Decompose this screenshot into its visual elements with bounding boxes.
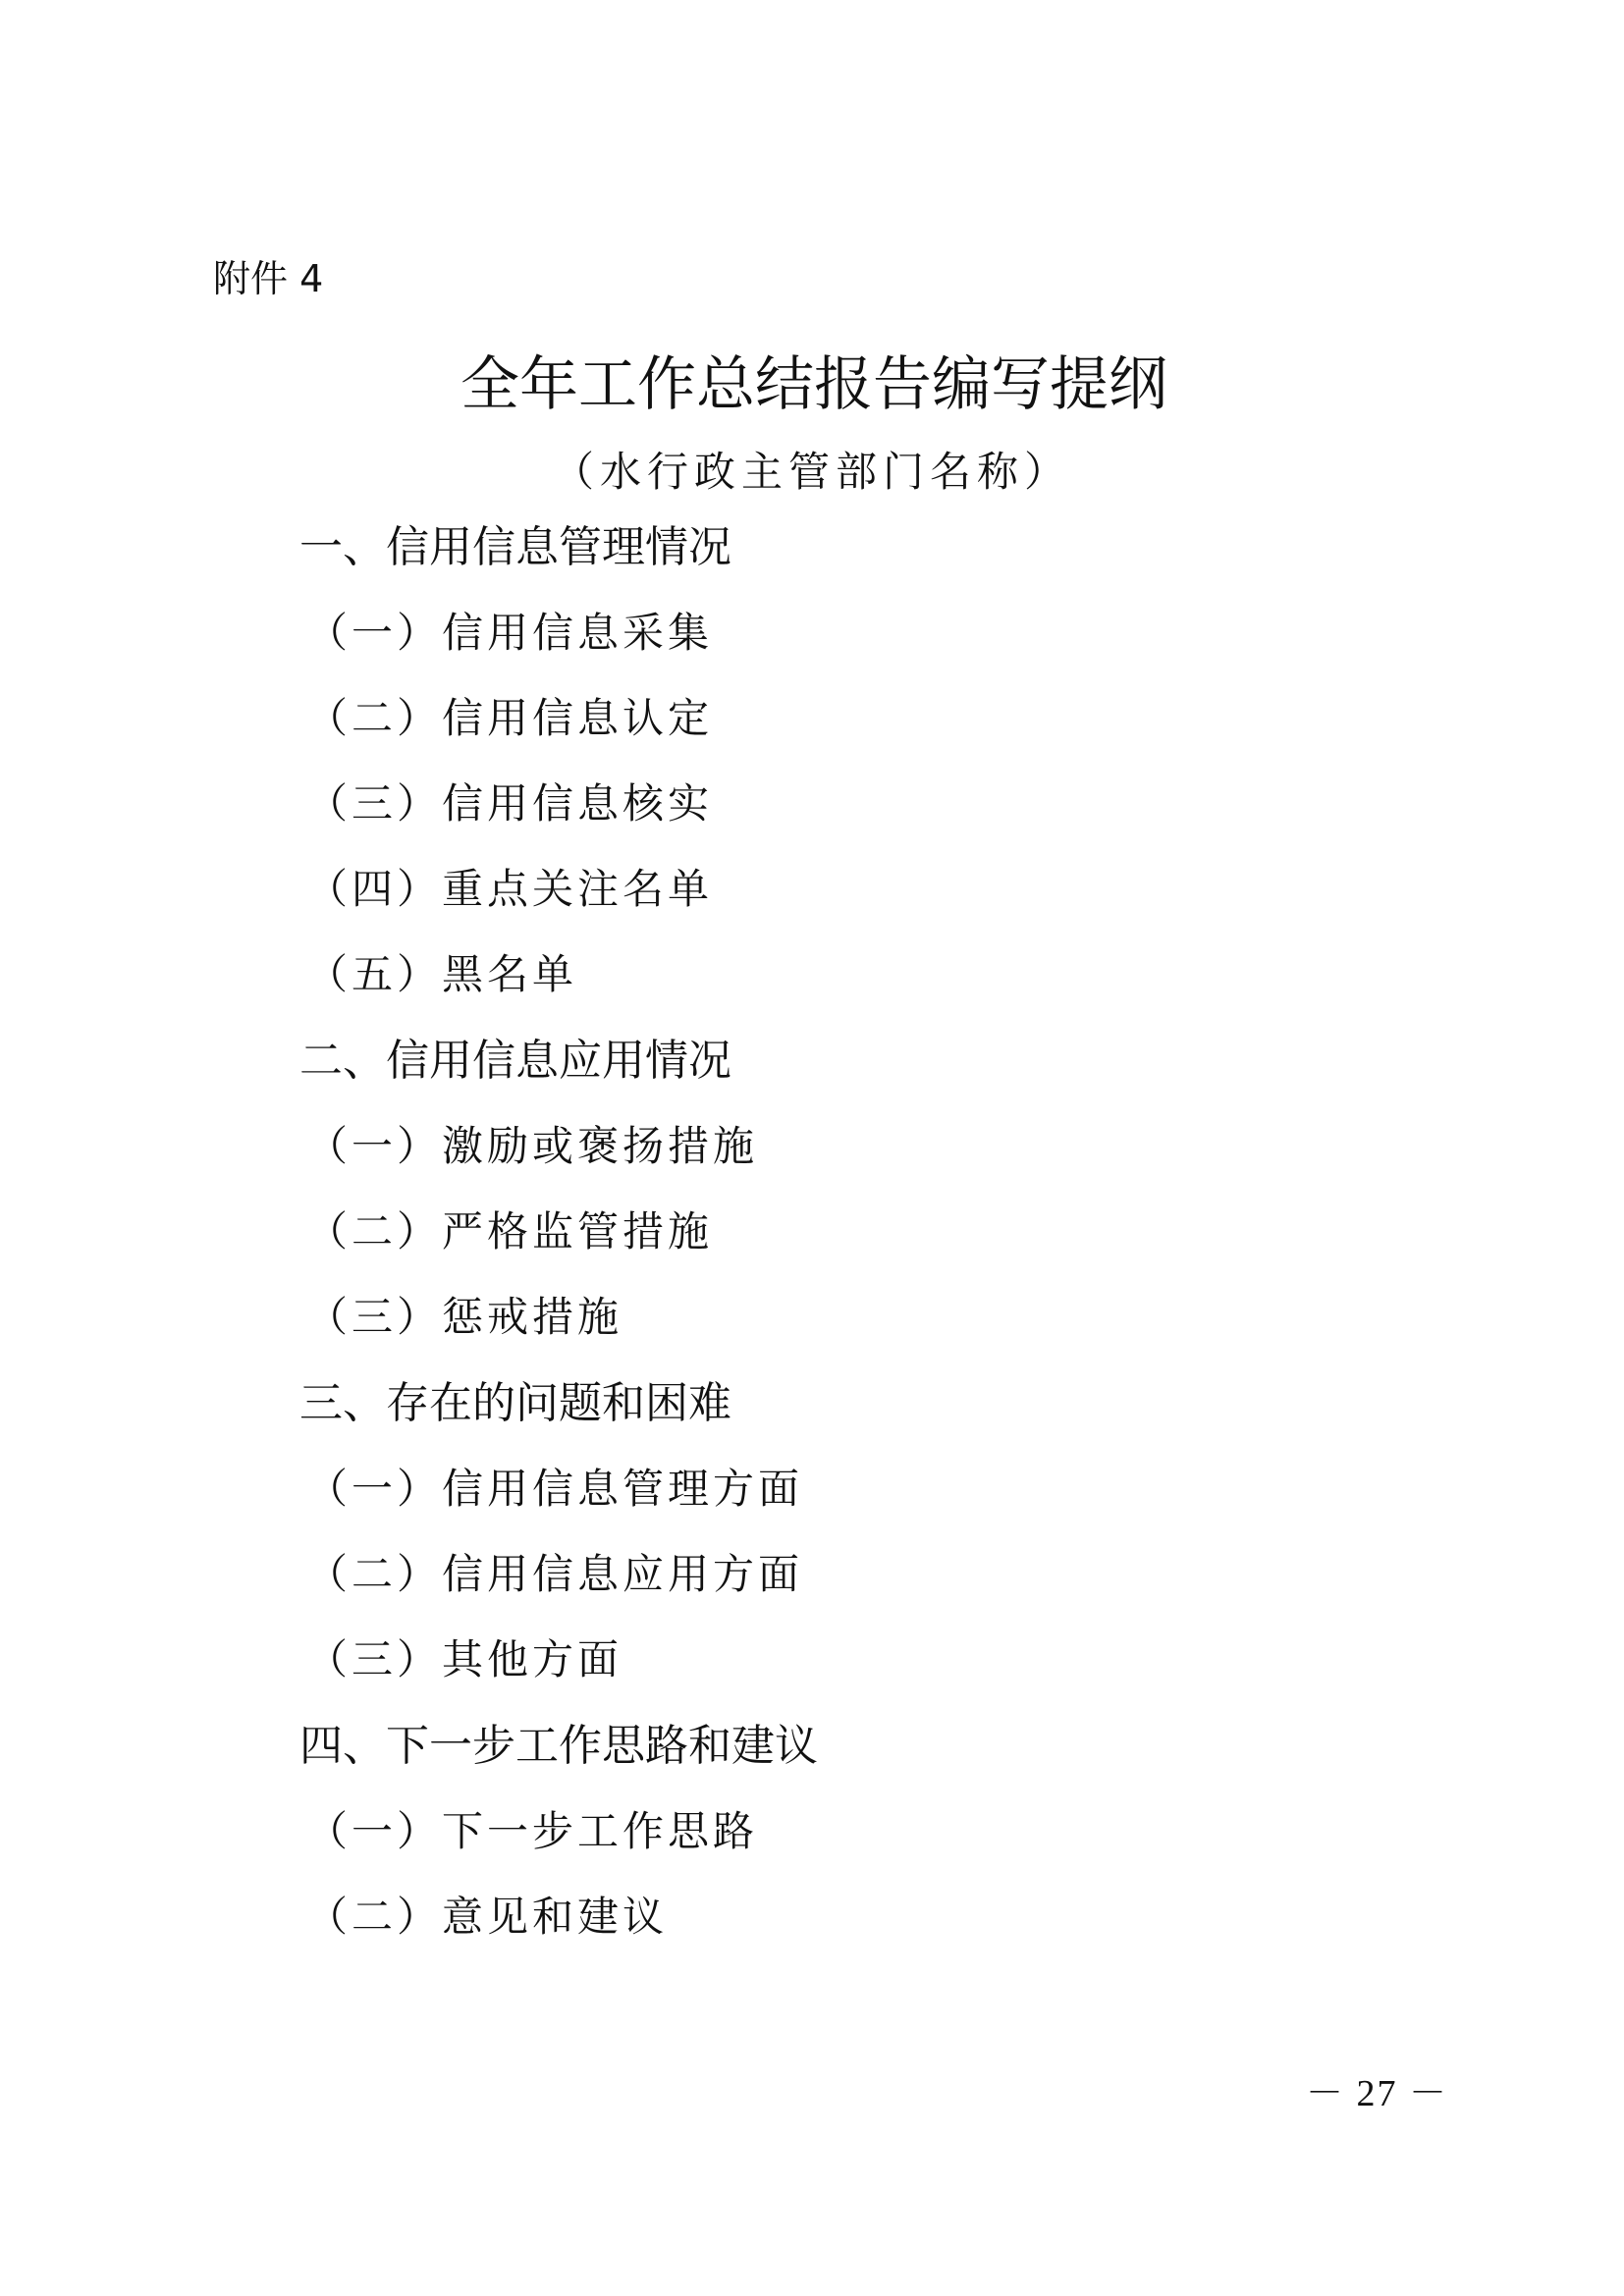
outline-item: （二）信用信息认定 [306,694,714,742]
outline-item: （五）黑名单 [306,950,578,998]
document-subtitle: （水行政主管部门名称） [552,448,1071,496]
outline-item: （三）惩戒措施 [306,1293,623,1341]
outline-item: （二）严格监管措施 [306,1207,714,1255]
page-number: － 27 － [1306,2073,1449,2114]
document-title: 全年工作总结报告编写提纲 [460,350,1167,419]
outline-item: （四）重点关注名单 [306,865,714,913]
section-heading: 二、信用信息应用情况 [299,1036,731,1086]
section-heading: 一、信用信息管理情况 [299,522,731,572]
outline-item: （二）信用信息应用方面 [306,1550,804,1598]
outline-item: （一）激励或褒扬措施 [306,1122,759,1170]
outline-item: （二）意见和建议 [306,1893,669,1941]
outline-item: （三）其他方面 [306,1635,623,1683]
outline-item: （一）下一步工作思路 [306,1807,759,1855]
outline-item: （三）信用信息核实 [306,779,714,828]
section-heading: 四、下一步工作思路和建议 [299,1721,818,1771]
attachment-label: 附件 4 [213,257,324,300]
section-heading: 三、存在的问题和困难 [299,1378,731,1428]
outline-item: （一）信用信息采集 [306,609,714,657]
outline-item: （一）信用信息管理方面 [306,1465,804,1513]
